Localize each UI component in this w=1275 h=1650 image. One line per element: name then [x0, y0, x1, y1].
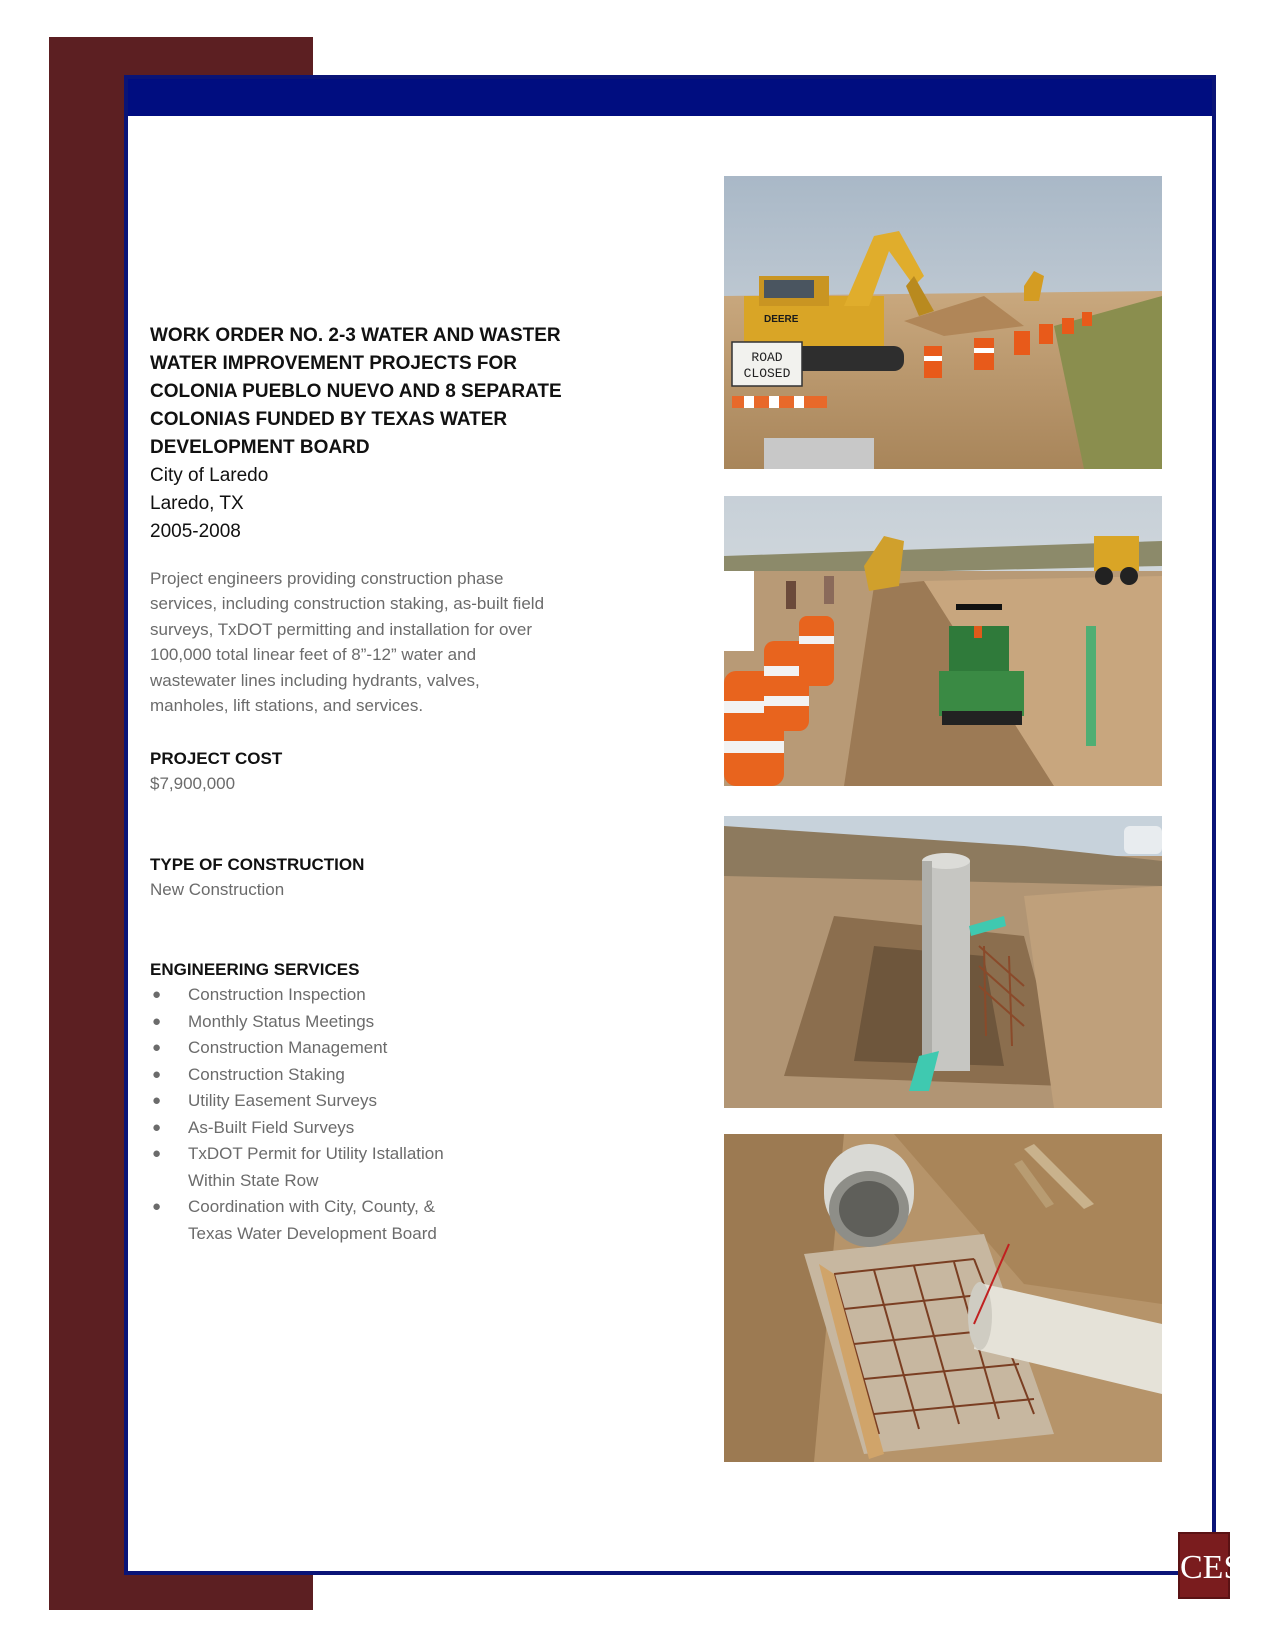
service-item-text: Construction Staking	[188, 1064, 345, 1084]
bullet-icon: ●	[152, 1012, 162, 1030]
service-item-text: Monthly Status Meetings	[188, 1011, 375, 1031]
title-line: WATER IMPROVEMENT PROJECTS FOR	[150, 353, 518, 374]
excavator-brand-label: DEERE	[764, 314, 799, 325]
photo-pipes-rebar	[724, 1134, 1162, 1462]
service-item	[150, 1035, 620, 1062]
title-line: COLONIAS FUNDED BY TEXAS WATER	[150, 409, 508, 430]
bullet-icon: ●	[152, 1145, 162, 1163]
frame-header-bar	[128, 79, 1212, 116]
excavator-photo-graphic	[724, 176, 1162, 469]
description-line: manholes, lift stations, and services.	[150, 696, 424, 716]
project-content	[150, 322, 620, 1247]
construction-type-section	[150, 852, 620, 902]
service-item-text: Within State Row	[188, 1170, 319, 1190]
service-item-text: TxDOT Permit for Utility Istallation	[188, 1144, 444, 1164]
engineering-services-heading: ENGINEERING SERVICES	[150, 960, 360, 980]
bullet-icon: ●	[152, 1198, 162, 1216]
photo-trench-compactor	[724, 496, 1162, 786]
service-item	[150, 982, 620, 1009]
project-description	[150, 566, 620, 718]
service-item	[150, 1009, 620, 1036]
service-item	[150, 1141, 620, 1194]
service-item	[150, 1088, 620, 1115]
engineering-services-section	[150, 957, 620, 1247]
title-line: DEVELOPMENT BOARD	[150, 437, 370, 458]
trench-photo-graphic	[724, 496, 1162, 786]
bullet-icon: ●	[152, 986, 162, 1004]
road-sign-line-2: CLOSED	[743, 366, 791, 381]
service-item-text: As-Built Field Surveys	[188, 1117, 355, 1137]
description-line: wastewater lines including hydrants, valves,	[150, 670, 480, 690]
bullet-icon: ●	[152, 1039, 162, 1057]
service-item	[150, 1115, 620, 1142]
photo-excavator-road-closed	[724, 176, 1162, 469]
project-title	[150, 322, 620, 462]
service-item-text: Utility Easement Surveys	[188, 1091, 377, 1111]
bullet-icon: ●	[152, 1065, 162, 1083]
service-item-text: Coordination with City, County, &	[188, 1197, 435, 1217]
services-list	[150, 982, 620, 1247]
service-item	[150, 1194, 620, 1247]
title-line: COLONIA PUEBLO NUEVO AND 8 SEPARATE	[150, 381, 562, 402]
road-sign-line-1: ROAD	[751, 350, 783, 365]
pipes-photo-graphic	[724, 1134, 1162, 1462]
description-line: services, including construction staking, as-built field	[150, 594, 545, 614]
project-cost-section	[150, 746, 620, 796]
construction-type-value: New Construction	[150, 880, 285, 900]
manhole-photo-graphic	[724, 816, 1162, 1108]
description-line: 100,000 total linear feet of 8”-12” water and	[150, 645, 477, 665]
construction-type-heading: TYPE OF CONSTRUCTION	[150, 855, 365, 875]
client-name: City of Laredo	[150, 465, 269, 486]
service-item-text: Construction Management	[188, 1038, 388, 1058]
project-cost-heading: PROJECT COST	[150, 749, 283, 769]
description-line: Project engineers providing construction phase	[150, 569, 504, 588]
description-line: surveys, TxDOT permitting and installation for over	[150, 619, 533, 639]
service-item-text: Construction Inspection	[188, 985, 366, 1005]
title-line: WORK ORDER NO. 2-3 WATER AND WASTER	[150, 325, 561, 346]
project-years: 2005-2008	[150, 521, 241, 542]
bullet-icon: ●	[152, 1092, 162, 1110]
service-item	[150, 1062, 620, 1089]
service-item-text: Texas Water Development Board	[188, 1223, 437, 1243]
bullet-icon: ●	[152, 1118, 162, 1136]
project-cost-value: $7,900,000	[150, 774, 236, 794]
project-location: Laredo, TX	[150, 493, 244, 514]
ces-logo: CES	[1178, 1532, 1230, 1599]
photo-manhole-riser	[724, 816, 1162, 1108]
